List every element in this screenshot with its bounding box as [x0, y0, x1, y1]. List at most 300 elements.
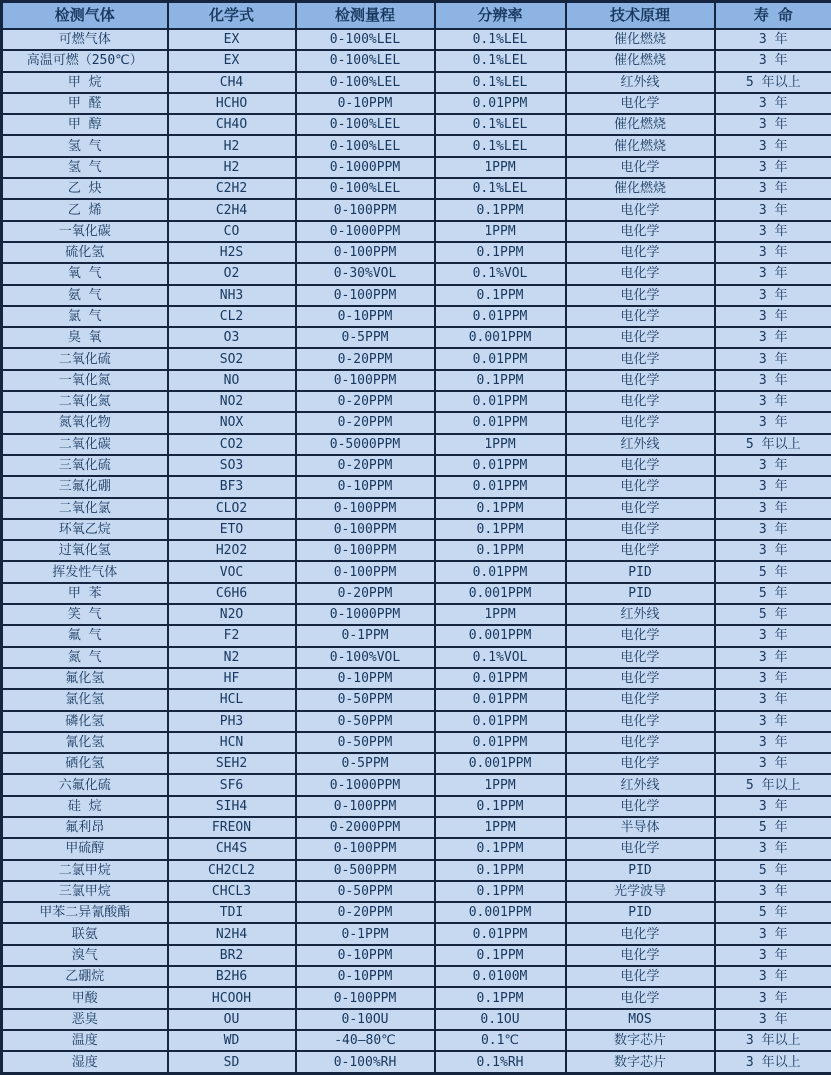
cell-gas: 甲苯二异氰酸酯 [2, 902, 168, 923]
cell-principle: 电化学 [566, 157, 715, 178]
cell-range: 0-1000PPM [296, 604, 435, 625]
cell-formula: HF [168, 668, 296, 689]
cell-range: 0-50PPM [296, 881, 435, 902]
cell-formula: WD [168, 1030, 296, 1051]
cell-formula: BR2 [168, 945, 296, 966]
cell-lifetime: 5 年 [715, 902, 831, 923]
cell-principle: 红外线 [566, 774, 715, 795]
table-row [2, 732, 831, 753]
cell-range: 0-100PPM [296, 370, 435, 391]
cell-lifetime: 3 年 [715, 221, 831, 242]
cell-range: 0-10PPM [296, 93, 435, 114]
cell-lifetime: 3 年 [715, 796, 831, 817]
cell-range: 0-100PPM [296, 498, 435, 519]
table-row [2, 178, 831, 199]
cell-formula: H2 [168, 135, 296, 156]
cell-principle: 电化学 [566, 93, 715, 114]
cell-lifetime: 3 年 [715, 412, 831, 433]
table-row [2, 753, 831, 774]
cell-gas: 三氯甲烷 [2, 881, 168, 902]
cell-gas: 笑 气 [2, 604, 168, 625]
cell-resolution: 0.1PPM [435, 519, 566, 540]
cell-gas: 二氧化氯 [2, 498, 168, 519]
cell-resolution: 0.1PPM [435, 796, 566, 817]
cell-range: 0-20PPM [296, 455, 435, 476]
cell-resolution: 0.1%LEL [435, 135, 566, 156]
cell-formula: N2H4 [168, 923, 296, 944]
cell-range: 0-500PPM [296, 860, 435, 881]
cell-resolution: 0.01PPM [435, 711, 566, 732]
table-row [2, 540, 831, 561]
table-row [2, 434, 831, 455]
cell-gas: 氰化氢 [2, 732, 168, 753]
table-row [2, 476, 831, 497]
cell-lifetime: 3 年 [715, 519, 831, 540]
cell-formula: C2H2 [168, 178, 296, 199]
cell-resolution: 0.1PPM [435, 987, 566, 1008]
cell-formula: N2 [168, 647, 296, 668]
cell-principle: 红外线 [566, 72, 715, 93]
table-row [2, 455, 831, 476]
cell-resolution: 0.01PPM [435, 93, 566, 114]
cell-formula: H2S [168, 242, 296, 263]
col-header-formula: 化学式 [168, 2, 296, 30]
cell-lifetime: 3 年 [715, 498, 831, 519]
cell-range: 0-100PPM [296, 561, 435, 582]
cell-lifetime: 3 年 [715, 455, 831, 476]
cell-gas: 二氧化氮 [2, 391, 168, 412]
cell-lifetime: 5 年 [715, 817, 831, 838]
cell-lifetime: 3 年 [715, 29, 831, 50]
cell-resolution: 0.1%LEL [435, 50, 566, 71]
cell-lifetime: 5 年 [715, 583, 831, 604]
cell-range: 0-100%LEL [296, 114, 435, 135]
cell-formula: SO3 [168, 455, 296, 476]
col-header-principle: 技术原理 [566, 2, 715, 30]
cell-range: 0-1PPM [296, 625, 435, 646]
cell-gas: 氧 气 [2, 263, 168, 284]
cell-lifetime: 3 年 [715, 157, 831, 178]
cell-resolution: 0.01PPM [435, 689, 566, 710]
cell-range: 0-100%LEL [296, 50, 435, 71]
table-row [2, 881, 831, 902]
table-row [2, 306, 831, 327]
table-row [2, 242, 831, 263]
cell-lifetime: 5 年 [715, 604, 831, 625]
cell-range: 0-50PPM [296, 689, 435, 710]
cell-range: 0-20PPM [296, 348, 435, 369]
cell-resolution: 0.1%VOL [435, 647, 566, 668]
cell-range: 0-100PPM [296, 796, 435, 817]
cell-lifetime: 3 年 [715, 625, 831, 646]
cell-range: 0-100PPM [296, 285, 435, 306]
cell-range: 0-1000PPM [296, 157, 435, 178]
table-row [2, 838, 831, 859]
table-row [2, 796, 831, 817]
cell-principle: PID [566, 860, 715, 881]
cell-range: 0-50PPM [296, 711, 435, 732]
cell-resolution: 0.1℃ [435, 1030, 566, 1051]
cell-resolution: 0.01PPM [435, 923, 566, 944]
col-header-range: 检测量程 [296, 2, 435, 30]
cell-gas: 三氟化硼 [2, 476, 168, 497]
cell-formula: CO2 [168, 434, 296, 455]
table-row [2, 50, 831, 71]
cell-formula: SF6 [168, 774, 296, 795]
cell-formula: CHCL3 [168, 881, 296, 902]
cell-principle: 数字芯片 [566, 1030, 715, 1051]
cell-lifetime: 3 年 [715, 285, 831, 306]
cell-resolution: 0.001PPM [435, 625, 566, 646]
cell-principle: 电化学 [566, 753, 715, 774]
cell-formula: SO2 [168, 348, 296, 369]
cell-resolution: 1PPM [435, 434, 566, 455]
table-row [2, 370, 831, 391]
cell-range: 0-30%VOL [296, 263, 435, 284]
cell-lifetime: 3 年 [715, 668, 831, 689]
table-row [2, 945, 831, 966]
cell-range: 0-10OU [296, 1009, 435, 1030]
cell-range: 0-100PPM [296, 838, 435, 859]
cell-principle: 电化学 [566, 221, 715, 242]
cell-gas: 联氨 [2, 923, 168, 944]
cell-range: 0-10PPM [296, 668, 435, 689]
cell-gas: 过氧化氢 [2, 540, 168, 561]
cell-resolution: 0.1OU [435, 1009, 566, 1030]
col-header-lifetime: 寿 命 [715, 2, 831, 30]
cell-lifetime: 3 年 [715, 135, 831, 156]
cell-lifetime: 3 年 [715, 306, 831, 327]
cell-principle: 催化燃烧 [566, 29, 715, 50]
cell-lifetime: 5 年 [715, 561, 831, 582]
cell-resolution: 0.01PPM [435, 412, 566, 433]
cell-lifetime: 3 年 [715, 476, 831, 497]
cell-formula: HCOOH [168, 987, 296, 1008]
cell-principle: 电化学 [566, 923, 715, 944]
cell-formula: OU [168, 1009, 296, 1030]
cell-formula: C6H6 [168, 583, 296, 604]
table-body [2, 29, 831, 1074]
cell-lifetime: 3 年 [715, 178, 831, 199]
col-header-resolution: 分辨率 [435, 2, 566, 30]
cell-principle: 催化燃烧 [566, 135, 715, 156]
cell-gas: 氟 气 [2, 625, 168, 646]
cell-range: 0-20PPM [296, 412, 435, 433]
cell-gas: 氢 气 [2, 157, 168, 178]
header-row [2, 2, 831, 30]
cell-gas: 环氧乙烷 [2, 519, 168, 540]
cell-resolution: 0.0100M [435, 966, 566, 987]
cell-resolution: 1PPM [435, 604, 566, 625]
cell-gas: 乙硼烷 [2, 966, 168, 987]
cell-range: 0-100PPM [296, 540, 435, 561]
cell-gas: 一氧化氮 [2, 370, 168, 391]
cell-range: 0-1000PPM [296, 221, 435, 242]
cell-formula: CO [168, 221, 296, 242]
table-row [2, 902, 831, 923]
cell-lifetime: 3 年 [715, 263, 831, 284]
cell-gas: 磷化氢 [2, 711, 168, 732]
cell-lifetime: 5 年以上 [715, 434, 831, 455]
cell-gas: 湿度 [2, 1051, 168, 1073]
cell-formula: HCN [168, 732, 296, 753]
cell-range: 0-50PPM [296, 732, 435, 753]
table-row [2, 987, 831, 1008]
cell-range: 0-1000PPM [296, 774, 435, 795]
cell-gas: 二氧化碳 [2, 434, 168, 455]
cell-formula: O2 [168, 263, 296, 284]
cell-resolution: 0.1PPM [435, 199, 566, 220]
cell-gas: 臭 氧 [2, 327, 168, 348]
cell-lifetime: 3 年 [715, 689, 831, 710]
cell-resolution: 0.1PPM [435, 945, 566, 966]
cell-formula: SEH2 [168, 753, 296, 774]
cell-lifetime: 3 年 [715, 923, 831, 944]
cell-principle: 电化学 [566, 796, 715, 817]
cell-principle: 电化学 [566, 263, 715, 284]
cell-principle: PID [566, 902, 715, 923]
cell-resolution: 0.01PPM [435, 668, 566, 689]
cell-principle: 光学波导 [566, 881, 715, 902]
table-row [2, 72, 831, 93]
cell-resolution: 0.1PPM [435, 881, 566, 902]
cell-formula: FREON [168, 817, 296, 838]
table-row [2, 625, 831, 646]
cell-principle: PID [566, 583, 715, 604]
cell-formula: PH3 [168, 711, 296, 732]
cell-range: 0-100%VOL [296, 647, 435, 668]
cell-lifetime: 3 年 [715, 711, 831, 732]
cell-range: 0-100PPM [296, 242, 435, 263]
cell-resolution: 0.1%LEL [435, 29, 566, 50]
cell-formula: BF3 [168, 476, 296, 497]
cell-resolution: 0.1PPM [435, 498, 566, 519]
table-row [2, 498, 831, 519]
cell-principle: 电化学 [566, 498, 715, 519]
cell-range: 0-100%LEL [296, 135, 435, 156]
cell-principle: 电化学 [566, 285, 715, 306]
cell-principle: 电化学 [566, 625, 715, 646]
cell-resolution: 0.01PPM [435, 455, 566, 476]
cell-resolution: 0.1%LEL [435, 72, 566, 93]
cell-range: 0-10PPM [296, 945, 435, 966]
cell-range: 0-20PPM [296, 583, 435, 604]
cell-principle: 数字芯片 [566, 1051, 715, 1073]
cell-formula: CH2CL2 [168, 860, 296, 881]
cell-lifetime: 3 年 [715, 838, 831, 859]
cell-gas: 硒化氢 [2, 753, 168, 774]
cell-lifetime: 3 年以上 [715, 1051, 831, 1073]
table-row [2, 583, 831, 604]
cell-lifetime: 3 年以上 [715, 1030, 831, 1051]
cell-formula: CH4S [168, 838, 296, 859]
cell-gas: 氮 气 [2, 647, 168, 668]
table-row [2, 561, 831, 582]
table-row [2, 93, 831, 114]
table-row [2, 327, 831, 348]
cell-principle: 催化燃烧 [566, 178, 715, 199]
cell-resolution: 0.1PPM [435, 838, 566, 859]
cell-lifetime: 3 年 [715, 114, 831, 135]
cell-formula: NO [168, 370, 296, 391]
cell-resolution: 0.001PPM [435, 902, 566, 923]
cell-formula: B2H6 [168, 966, 296, 987]
cell-formula: O3 [168, 327, 296, 348]
cell-lifetime: 3 年 [715, 945, 831, 966]
cell-principle: 电化学 [566, 838, 715, 859]
cell-gas: 氯 气 [2, 306, 168, 327]
cell-principle: 电化学 [566, 945, 715, 966]
table-row [2, 348, 831, 369]
cell-range: 0-5PPM [296, 327, 435, 348]
cell-range: 0-20PPM [296, 391, 435, 412]
table-row [2, 774, 831, 795]
cell-gas: 挥发性气体 [2, 561, 168, 582]
cell-range: 0-100PPM [296, 199, 435, 220]
table-row [2, 923, 831, 944]
cell-formula: TDI [168, 902, 296, 923]
cell-gas: 一氧化碳 [2, 221, 168, 242]
cell-lifetime: 3 年 [715, 966, 831, 987]
cell-resolution: 0.1PPM [435, 370, 566, 391]
cell-formula: VOC [168, 561, 296, 582]
cell-principle: 电化学 [566, 689, 715, 710]
cell-gas: 乙 烯 [2, 199, 168, 220]
cell-gas: 二氯甲烷 [2, 860, 168, 881]
cell-principle: MOS [566, 1009, 715, 1030]
cell-lifetime: 3 年 [715, 987, 831, 1008]
cell-range: 0-2000PPM [296, 817, 435, 838]
cell-formula: F2 [168, 625, 296, 646]
table-row [2, 519, 831, 540]
cell-range: 0-20PPM [296, 902, 435, 923]
cell-gas: 甲 醛 [2, 93, 168, 114]
table-row [2, 114, 831, 135]
cell-lifetime: 3 年 [715, 199, 831, 220]
table-row [2, 860, 831, 881]
cell-principle: 电化学 [566, 391, 715, 412]
cell-lifetime: 3 年 [715, 732, 831, 753]
cell-formula: CL2 [168, 306, 296, 327]
cell-principle: 电化学 [566, 199, 715, 220]
cell-lifetime: 3 年 [715, 647, 831, 668]
cell-principle: 催化燃烧 [566, 114, 715, 135]
table-row [2, 604, 831, 625]
cell-resolution: 0.01PPM [435, 561, 566, 582]
table-header [2, 2, 831, 30]
cell-resolution: 0.001PPM [435, 753, 566, 774]
table-row [2, 817, 831, 838]
table-row [2, 263, 831, 284]
cell-range: 0-5000PPM [296, 434, 435, 455]
cell-resolution: 0.001PPM [435, 327, 566, 348]
cell-formula: C2H4 [168, 199, 296, 220]
cell-resolution: 0.1%VOL [435, 263, 566, 284]
cell-gas: 甲 苯 [2, 583, 168, 604]
cell-formula: EX [168, 50, 296, 71]
table-row [2, 199, 831, 220]
cell-gas: 甲硫醇 [2, 838, 168, 859]
cell-lifetime: 3 年 [715, 881, 831, 902]
cell-range: 0-100%LEL [296, 29, 435, 50]
cell-principle: 电化学 [566, 348, 715, 369]
table-row [2, 391, 831, 412]
cell-lifetime: 3 年 [715, 753, 831, 774]
cell-range: 0-10PPM [296, 306, 435, 327]
cell-principle: 电化学 [566, 242, 715, 263]
cell-formula: H2O2 [168, 540, 296, 561]
cell-principle: 电化学 [566, 412, 715, 433]
cell-principle: 红外线 [566, 604, 715, 625]
table-row [2, 668, 831, 689]
cell-formula: CH4O [168, 114, 296, 135]
cell-principle: 红外线 [566, 434, 715, 455]
cell-gas: 恶臭 [2, 1009, 168, 1030]
cell-lifetime: 5 年 [715, 860, 831, 881]
cell-gas: 温度 [2, 1030, 168, 1051]
cell-lifetime: 5 年以上 [715, 72, 831, 93]
cell-gas: 氯化氢 [2, 689, 168, 710]
cell-principle: 电化学 [566, 711, 715, 732]
table-row [2, 221, 831, 242]
cell-range: 0-100PPM [296, 987, 435, 1008]
table-row [2, 966, 831, 987]
cell-principle: 催化燃烧 [566, 50, 715, 71]
cell-resolution: 1PPM [435, 817, 566, 838]
cell-resolution: 0.01PPM [435, 732, 566, 753]
cell-resolution: 0.1PPM [435, 285, 566, 306]
cell-resolution: 0.01PPM [435, 391, 566, 412]
table-row [2, 29, 831, 50]
cell-principle: 电化学 [566, 540, 715, 561]
table-row [2, 1030, 831, 1051]
cell-gas: 二氧化硫 [2, 348, 168, 369]
cell-principle: 电化学 [566, 306, 715, 327]
cell-formula: CLO2 [168, 498, 296, 519]
cell-principle: 电化学 [566, 668, 715, 689]
table-row [2, 1051, 831, 1073]
cell-resolution: 0.1PPM [435, 860, 566, 881]
table-row [2, 711, 831, 732]
cell-principle: 电化学 [566, 455, 715, 476]
cell-gas: 甲酸 [2, 987, 168, 1008]
cell-gas: 六氟化硫 [2, 774, 168, 795]
cell-principle: 电化学 [566, 647, 715, 668]
cell-lifetime: 3 年 [715, 391, 831, 412]
cell-range: 0-100%RH [296, 1051, 435, 1073]
col-header-gas: 检测气体 [2, 2, 168, 30]
cell-range: 0-100PPM [296, 519, 435, 540]
cell-formula: ETO [168, 519, 296, 540]
cell-range: 0-1PPM [296, 923, 435, 944]
cell-formula: EX [168, 29, 296, 50]
cell-lifetime: 3 年 [715, 93, 831, 114]
cell-gas: 可燃气体 [2, 29, 168, 50]
cell-gas: 乙 炔 [2, 178, 168, 199]
cell-lifetime: 3 年 [715, 348, 831, 369]
cell-lifetime: 3 年 [715, 540, 831, 561]
cell-resolution: 1PPM [435, 221, 566, 242]
cell-lifetime: 5 年以上 [715, 774, 831, 795]
cell-formula: SIH4 [168, 796, 296, 817]
cell-principle: 电化学 [566, 966, 715, 987]
cell-gas: 硫化氢 [2, 242, 168, 263]
table-row [2, 412, 831, 433]
cell-principle: 半导体 [566, 817, 715, 838]
cell-principle: PID [566, 561, 715, 582]
cell-lifetime: 3 年 [715, 1009, 831, 1030]
cell-gas: 甲 烷 [2, 72, 168, 93]
